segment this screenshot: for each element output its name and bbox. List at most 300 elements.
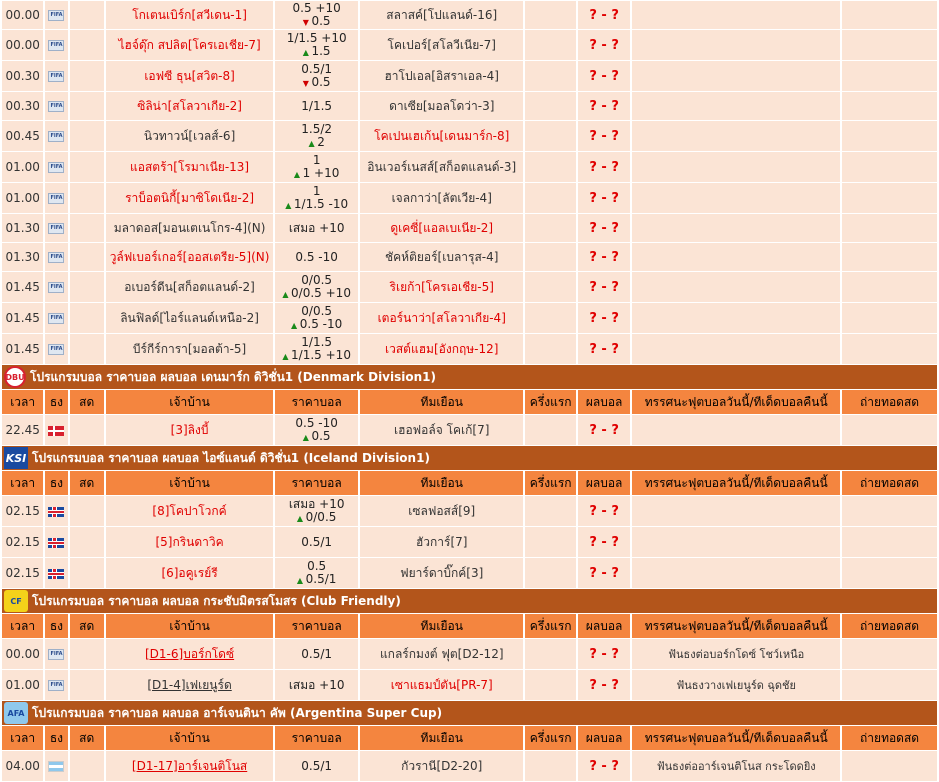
odds-main: 1 — [312, 183, 321, 198]
broadcast-cell — [842, 751, 937, 781]
result-cell: ? - ? — [578, 214, 630, 242]
flag-cell — [45, 1, 67, 29]
prediction-cell — [632, 183, 840, 213]
prediction-cell — [632, 61, 840, 91]
kickoff-time: 00.30 — [2, 61, 43, 91]
odds-sub-value: 0.5 — [311, 428, 331, 443]
home-team[interactable] — [106, 496, 273, 526]
arrow-up-icon: ▲ — [296, 575, 306, 585]
away-team[interactable] — [360, 303, 523, 333]
away-team-link[interactable]: ฮาโปเอล[อิสราเอล-4] — [384, 68, 499, 83]
table-row — [2, 527, 937, 557]
odds-main: 1/1.5 — [301, 98, 333, 113]
table-row — [2, 415, 937, 445]
arrow-up-icon: ▲ — [308, 138, 318, 148]
home-team-link[interactable]: นิวทาวน์[เวลส์-6] — [143, 128, 236, 143]
broadcast-cell — [842, 183, 937, 213]
home-team[interactable] — [106, 527, 273, 557]
live-cell — [70, 183, 104, 213]
prediction-cell[interactable]: ฟันธงต่ออาร์เจนติโนส กระโดดยิง — [632, 751, 840, 781]
away-team[interactable] — [360, 496, 523, 526]
column-header-row — [2, 471, 937, 495]
home-team-link[interactable]: โกเตนเบิร์ก[สวีเดน-1] — [132, 7, 247, 22]
kickoff-time: 01.00 — [2, 152, 43, 182]
kickoff-time: 01.00 — [2, 183, 43, 213]
away-team-link[interactable]: เวสต์แฮม[อังกฤษ-12] — [385, 341, 499, 356]
league-title-cell — [2, 701, 937, 725]
col-header-half: ครึ่งแรก — [525, 614, 575, 638]
odds-sub — [275, 198, 358, 212]
broadcast-cell — [842, 121, 937, 151]
broadcast-cell — [842, 334, 937, 364]
kickoff-time: 22.45 — [2, 415, 43, 445]
flag-cell — [45, 496, 67, 526]
fifa-flag: FIFA — [48, 649, 64, 660]
away-team-link[interactable]: โคเปนเฮเก้น[เดนมาร์ก-8] — [374, 128, 510, 143]
odds-main: 0.5/1 — [301, 646, 333, 661]
live-cell — [70, 334, 104, 364]
col-header-odds: ราคาบอล — [275, 471, 358, 495]
broadcast-cell — [842, 1, 937, 29]
table-row — [2, 121, 937, 151]
odds-sub-value: 2 — [317, 134, 325, 149]
live-cell — [70, 639, 104, 669]
kickoff-time: 00.00 — [2, 30, 43, 60]
broadcast-cell — [842, 639, 937, 669]
kickoff-time: 01.00 — [2, 670, 43, 700]
arrow-up-icon: ▲ — [293, 169, 303, 179]
prediction-cell[interactable]: ฟันธงวางเฟเยนูร์ด ฉุดชัย — [632, 670, 840, 700]
away-team[interactable] — [360, 415, 523, 445]
flag-cell — [45, 272, 67, 302]
col-header-time: เวลา — [2, 614, 43, 638]
home-team-link[interactable]: [6]อคูเรย์รี — [161, 565, 218, 580]
iceland-flag — [48, 569, 64, 579]
half-time-cell — [525, 1, 575, 29]
col-header-away: ทีมเยือน — [360, 726, 523, 750]
prediction-cell — [632, 303, 840, 333]
league-title[interactable]: โปรแกรมบอล ราคาบอล ผลบอล อาร์เจนตินา คัพ (Argentina Super Cup) — [32, 705, 443, 720]
league-title-cell — [2, 446, 937, 470]
kickoff-time: 00.00 — [2, 1, 43, 29]
live-cell — [70, 121, 104, 151]
odds-cell — [275, 214, 358, 242]
home-team-link[interactable]: [D1-6]บอร์กโดซ์ — [145, 646, 235, 661]
odds-main: 0.5 -10 — [295, 249, 338, 264]
flag-cell — [45, 670, 67, 700]
home-team-link[interactable]: มลาดอส[มอนเตเนโกร-4](N) — [113, 220, 266, 235]
half-time-cell — [525, 121, 575, 151]
table-row — [2, 30, 937, 60]
broadcast-cell — [842, 303, 937, 333]
live-cell — [70, 214, 104, 242]
col-header-live: สด — [70, 390, 104, 414]
flag-cell — [45, 152, 67, 182]
odds-main: 0/0.5 — [301, 272, 333, 287]
col-header-broadcast: ถ่ายทอดสด — [842, 471, 937, 495]
arrow-up-icon: ▲ — [282, 289, 292, 299]
live-cell — [70, 1, 104, 29]
away-team[interactable] — [360, 527, 523, 557]
odds-sub — [275, 287, 358, 301]
fifa-flag: FIFA — [48, 131, 64, 142]
result-cell: ? - ? — [578, 243, 630, 271]
col-header-time: เวลา — [2, 390, 43, 414]
flag-cell — [45, 92, 67, 120]
half-time-cell — [525, 558, 575, 588]
odds-sub — [275, 45, 358, 59]
prediction-cell — [632, 527, 840, 557]
prediction-cell — [632, 121, 840, 151]
home-team-link[interactable]: ราบ็อตนิกี้[มาซิโดเนีย-2] — [125, 190, 255, 205]
home-team-link[interactable]: [D1-4]เฟเยนูร์ด — [147, 677, 232, 692]
away-team-link[interactable]: อินเวอร์เนสส์[สก็อตแลนด์-3] — [367, 159, 517, 174]
live-cell — [70, 527, 104, 557]
home-team[interactable] — [106, 183, 273, 213]
odds-cell — [275, 303, 358, 333]
away-team[interactable] — [360, 214, 523, 242]
iceland-flag — [48, 507, 64, 517]
kickoff-time: 01.30 — [2, 243, 43, 271]
prediction-cell — [632, 92, 840, 120]
flag-cell — [45, 558, 67, 588]
home-team-link[interactable]: ลินฟิลด์[ไอร์แลนด์เหนือ-2] — [120, 310, 259, 325]
odds-sub-value: 0.5/1 — [305, 571, 337, 586]
col-header-result: ผลบอล — [578, 614, 630, 638]
home-team-link[interactable]: [3]ลิงบี้ — [170, 422, 209, 437]
half-time-cell — [525, 639, 575, 669]
col-header-flag: ธง — [45, 614, 67, 638]
prediction-cell — [632, 272, 840, 302]
away-team[interactable] — [360, 183, 523, 213]
result-cell: ? - ? — [578, 527, 630, 557]
odds-main: 0.5/1 — [301, 758, 333, 773]
live-cell — [70, 243, 104, 271]
arrow-up-icon: ▲ — [282, 351, 292, 361]
fifa-flag: FIFA — [48, 252, 64, 263]
league-title[interactable]: โปรแกรมบอล ราคาบอล ผลบอล ไอซ์แลนด์ ดิวิชั่น1 (Iceland Division1) — [32, 450, 430, 465]
away-team[interactable] — [360, 670, 523, 700]
arrow-up-icon: ▲ — [291, 320, 300, 330]
home-team[interactable] — [106, 243, 273, 271]
odds-main: 0.5/1 — [301, 534, 333, 549]
col-header-odds: ราคาบอล — [275, 614, 358, 638]
broadcast-cell — [842, 92, 937, 120]
prediction-cell — [632, 334, 840, 364]
broadcast-cell — [842, 670, 937, 700]
result-cell: ? - ? — [578, 92, 630, 120]
league-title-wrap — [2, 366, 937, 388]
flag-cell — [45, 61, 67, 91]
fifa-flag: FIFA — [48, 223, 64, 234]
table-row — [2, 558, 937, 588]
away-team-link[interactable]: โคเปอร์[สโลวีเนีย-7] — [387, 37, 496, 52]
away-team-link[interactable]: กัวรานี[D2-20] — [401, 758, 483, 773]
result-cell: ? - ? — [578, 183, 630, 213]
table-row — [2, 152, 937, 182]
odds-cell — [275, 670, 358, 700]
half-time-cell — [525, 152, 575, 182]
league-title-cell — [2, 589, 937, 613]
table-row — [2, 751, 937, 781]
away-team[interactable] — [360, 30, 523, 60]
home-team-link[interactable]: ไฮจ์ดุ๊ก สปลิต[โครเอเชีย-7] — [118, 37, 261, 52]
result-cell: ? - ? — [578, 303, 630, 333]
home-team-link[interactable]: วูล์ฟเบอร์เกอร์[ออสเตรีย-5](N) — [109, 249, 270, 264]
away-team[interactable] — [360, 558, 523, 588]
odds-cell — [275, 527, 358, 557]
col-header-prediction: ทรรศนะฟุตบอลวันนี้/ทีเด็ดบอลคืนนี้ — [632, 726, 840, 750]
away-team[interactable] — [360, 751, 523, 781]
odds-main: 1.5/2 — [301, 121, 333, 136]
flag-cell — [45, 751, 67, 781]
home-team-link[interactable]: ซิลิน่า[สโลวาเกีย-2] — [137, 98, 242, 113]
home-team[interactable] — [106, 639, 273, 669]
away-team[interactable] — [360, 1, 523, 29]
col-header-time: เวลา — [2, 726, 43, 750]
col-header-flag: ธง — [45, 390, 67, 414]
broadcast-cell — [842, 30, 937, 60]
away-team-link[interactable]: ชัคห์ติยอร์[เบลารุส-4] — [384, 249, 499, 264]
col-header-broadcast: ถ่ายทอดสด — [842, 726, 937, 750]
away-team[interactable] — [360, 92, 523, 120]
home-team[interactable] — [106, 670, 273, 700]
league-title[interactable]: โปรแกรมบอล ราคาบอล ผลบอล เดนมาร์ก ดิวิชั่น1 (Denmark Division1) — [30, 369, 436, 384]
half-time-cell — [525, 272, 575, 302]
odds-cell — [275, 92, 358, 120]
table-row — [2, 214, 937, 242]
odds-main: 1/1.5 +10 — [286, 30, 347, 45]
broadcast-cell — [842, 61, 937, 91]
table-row — [2, 496, 937, 526]
broadcast-cell — [842, 496, 937, 526]
home-team-link[interactable]: แอสตร้า[โรมาเนีย-13] — [130, 159, 250, 174]
live-cell — [70, 496, 104, 526]
fifa-flag: FIFA — [48, 680, 64, 691]
half-time-cell — [525, 30, 575, 60]
away-team-link[interactable]: เฮอฟอล์จ โคเก้[7] — [394, 422, 490, 437]
home-team-link[interactable]: [D1-17]อาร์เจนติโนส — [131, 758, 248, 773]
table-row — [2, 1, 937, 29]
away-team[interactable] — [360, 639, 523, 669]
col-header-prediction: ทรรศนะฟุตบอลวันนี้/ทีเด็ดบอลคืนนี้ — [632, 471, 840, 495]
col-header-live: สด — [70, 726, 104, 750]
home-team-link[interactable]: อเบอร์ดีน[สก็อตแลนด์-2] — [124, 279, 255, 294]
result-cell: ? - ? — [578, 121, 630, 151]
prediction-cell[interactable]: ฟันธงต่อบอร์กโดซ์ โชว์เหนือ — [632, 639, 840, 669]
odds-cell — [275, 1, 358, 29]
fifa-flag: FIFA — [48, 10, 64, 21]
half-time-cell — [525, 670, 575, 700]
live-cell — [70, 61, 104, 91]
odds-cell — [275, 183, 358, 213]
away-team-link[interactable]: เจลกาว่า[ลัตเวีย-4] — [391, 190, 492, 205]
live-cell — [70, 272, 104, 302]
result-cell: ? - ? — [578, 334, 630, 364]
prediction-cell — [632, 415, 840, 445]
home-team[interactable] — [106, 272, 273, 302]
broadcast-cell — [842, 415, 937, 445]
half-time-cell — [525, 61, 575, 91]
half-time-cell — [525, 751, 575, 781]
odds-sub — [275, 136, 358, 150]
odds-sub — [275, 318, 358, 332]
odds-cell — [275, 121, 358, 151]
odds-sub — [275, 167, 358, 181]
col-header-half: ครึ่งแรก — [525, 471, 575, 495]
column-header-row — [2, 614, 937, 638]
odds-cell — [275, 243, 358, 271]
away-team-link[interactable]: ดาเซีย[มอลโดว่า-3] — [389, 98, 495, 113]
away-team-link[interactable]: ฮัวการ์[7] — [415, 534, 468, 549]
away-team[interactable] — [360, 272, 523, 302]
kickoff-time: 01.45 — [2, 303, 43, 333]
away-team-link[interactable]: ดูเคซี่[แอลเบเนีย-2] — [390, 220, 494, 235]
home-team[interactable] — [106, 415, 273, 445]
col-header-broadcast: ถ่ายทอดสด — [842, 614, 937, 638]
fifa-flag: FIFA — [48, 101, 64, 112]
odds-main: 0.5/1 — [301, 61, 333, 76]
result-cell: ? - ? — [578, 415, 630, 445]
home-team[interactable] — [106, 121, 273, 151]
table-row — [2, 61, 937, 91]
away-team-link[interactable]: แกลร์กมงต์ ฟุต[D2-12] — [379, 646, 504, 661]
kickoff-time: 01.30 — [2, 214, 43, 242]
fifa-flag: FIFA — [48, 282, 64, 293]
live-cell — [70, 558, 104, 588]
kickoff-time: 01.45 — [2, 334, 43, 364]
arrow-up-icon: ▲ — [302, 432, 312, 442]
col-header-away: ทีมเยือน — [360, 614, 523, 638]
home-team[interactable] — [106, 92, 273, 120]
fifa-flag: FIFA — [48, 344, 64, 355]
arrow-up-icon: ▲ — [285, 200, 294, 210]
home-team[interactable] — [106, 1, 273, 29]
home-team[interactable] — [106, 303, 273, 333]
away-team-link[interactable]: เซลฟอสส์[9] — [408, 503, 476, 518]
odds-sub-value: 0.5 — [311, 13, 331, 28]
half-time-cell — [525, 243, 575, 271]
col-header-time: เวลา — [2, 471, 43, 495]
home-team[interactable] — [106, 334, 273, 364]
home-team[interactable] — [106, 152, 273, 182]
odds-cell — [275, 415, 358, 445]
home-team-link[interactable]: [8]โคปาโวกค์ — [152, 503, 227, 518]
odds-sub-value: 0/0.5 — [305, 509, 337, 524]
home-team[interactable] — [106, 751, 273, 781]
prediction-cell — [632, 1, 840, 29]
match-table-body — [2, 1, 937, 781]
home-team-link[interactable]: [5]กรินดาวิค — [155, 534, 224, 549]
odds-sub-value: 1 +10 — [302, 165, 340, 180]
home-team[interactable] — [106, 30, 273, 60]
odds-sub-value: 0/0.5 +10 — [291, 285, 351, 300]
col-header-half: ครึ่งแรก — [525, 726, 575, 750]
away-team[interactable] — [360, 243, 523, 271]
broadcast-cell — [842, 243, 937, 271]
half-time-cell — [525, 527, 575, 557]
odds-sub-value: 1/1.5 -10 — [293, 196, 349, 211]
odds-main: 0.5 -10 — [295, 415, 338, 430]
result-cell: ? - ? — [578, 30, 630, 60]
result-cell: ? - ? — [578, 272, 630, 302]
odds-main: เสมอ +10 — [288, 496, 345, 511]
col-header-result: ผลบอล — [578, 726, 630, 750]
broadcast-cell — [842, 558, 937, 588]
fifa-flag: FIFA — [48, 162, 64, 173]
away-team-link[interactable]: เซาแธมป์ตัน[PR-7] — [390, 677, 493, 692]
away-team-link[interactable]: ฟยาร์ดาบิ๊กค์[3] — [400, 565, 484, 580]
live-cell — [70, 92, 104, 120]
col-header-home: เจ้าบ้าน — [106, 471, 273, 495]
league-title-wrap — [2, 702, 937, 724]
flag-cell — [45, 30, 67, 60]
odds-cell — [275, 61, 358, 91]
column-header-row — [2, 390, 937, 414]
away-team[interactable] — [360, 152, 523, 182]
broadcast-cell — [842, 272, 937, 302]
kickoff-time: 00.45 — [2, 121, 43, 151]
table-row — [2, 243, 937, 271]
live-cell — [70, 415, 104, 445]
kickoff-time: 02.15 — [2, 558, 43, 588]
table-row — [2, 183, 937, 213]
kickoff-time: 00.30 — [2, 92, 43, 120]
prediction-cell — [632, 30, 840, 60]
home-team-link[interactable]: บีร์กีร์การา[มอลต้า-5] — [132, 341, 247, 356]
live-cell — [70, 152, 104, 182]
odds-main: 0.5 — [307, 558, 327, 573]
odds-sub — [275, 430, 358, 444]
away-team-link[interactable]: ริเยก้า[โครเอเชีย-5] — [389, 279, 494, 294]
col-header-flag: ธง — [45, 471, 67, 495]
odds-main: เสมอ +10 — [288, 677, 345, 692]
prediction-cell — [632, 243, 840, 271]
league-header — [2, 446, 937, 470]
odds-cell — [275, 272, 358, 302]
broadcast-cell — [842, 527, 937, 557]
league-title[interactable]: โปรแกรมบอล ราคาบอล ผลบอล กระชับมิตรสโมสร (Club Friendly) — [32, 593, 401, 608]
result-cell: ? - ? — [578, 751, 630, 781]
odds-sub — [275, 15, 358, 29]
away-team[interactable] — [360, 61, 523, 91]
odds-cell — [275, 751, 358, 781]
arrow-down-icon: ▼ — [302, 17, 312, 27]
away-team-link[interactable]: เตอร์นาว่า[สโลวาเกีย-4] — [377, 310, 506, 325]
table-row — [2, 670, 937, 700]
odds-sub-value: 0.5 -10 — [299, 316, 343, 331]
away-team-link[interactable]: สลาสค์[โปแลนด์-16] — [386, 7, 498, 22]
table-row — [2, 92, 937, 120]
home-team[interactable] — [106, 214, 273, 242]
kickoff-time: 04.00 — [2, 751, 43, 781]
col-header-home: เจ้าบ้าน — [106, 614, 273, 638]
half-time-cell — [525, 415, 575, 445]
table-row — [2, 272, 937, 302]
home-team-link[interactable]: เอฟซี ธุน[สวิต-8] — [144, 68, 235, 83]
odds-sub-value: 1/1.5 +10 — [291, 347, 351, 362]
odds-main: 0.5 +10 — [292, 1, 341, 15]
odds-cell — [275, 496, 358, 526]
home-team[interactable] — [106, 61, 273, 91]
arrow-up-icon: ▲ — [296, 513, 306, 523]
iceland-flag — [48, 538, 64, 548]
away-team[interactable] — [360, 334, 523, 364]
odds-sub-value: 0.5 — [311, 74, 331, 89]
away-team[interactable] — [360, 121, 523, 151]
home-team[interactable] — [106, 558, 273, 588]
prediction-cell — [632, 558, 840, 588]
